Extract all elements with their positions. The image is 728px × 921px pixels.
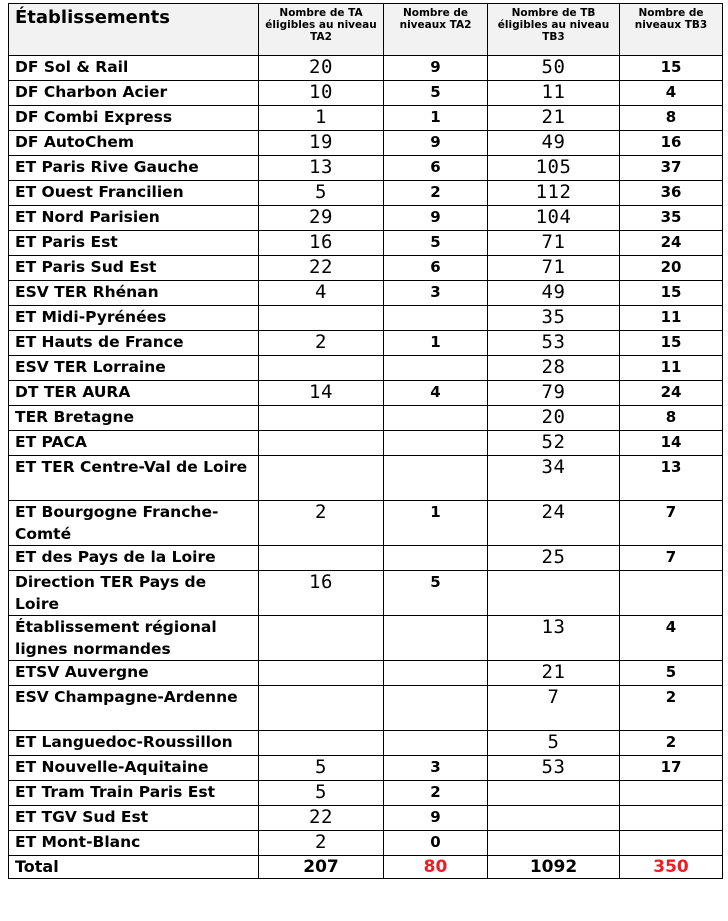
establishment-name: DF Combi Express: [9, 106, 259, 131]
tb-eligible-cell: 71: [488, 231, 620, 256]
tb-eligible-cell: 105: [488, 156, 620, 181]
table-row: [9, 331, 723, 356]
table-row: [9, 81, 723, 106]
tb-levels-cell: 37: [620, 156, 723, 181]
ta-levels-cell: [384, 546, 488, 571]
tb-levels-cell: 8: [620, 406, 723, 431]
tb-eligible-cell: 71: [488, 256, 620, 281]
establishment-name: ESV TER Rhénan: [9, 281, 259, 306]
ta-eligible-cell: 16: [259, 231, 384, 256]
table-row: [9, 661, 723, 686]
establishment-name: ET Bourgogne Franche-Comté: [9, 501, 259, 546]
header-tb-levels: Nombre de niveaux TB3: [620, 4, 723, 56]
total-ta-levels: 80: [384, 856, 488, 879]
ta-levels-cell: 9: [384, 806, 488, 831]
ta-levels-cell: 3: [384, 281, 488, 306]
establishment-name: ET Hauts de France: [9, 331, 259, 356]
tb-eligible-cell: 49: [488, 281, 620, 306]
tb-eligible-cell: 13: [488, 616, 620, 661]
establishment-name: ET Mont-Blanc: [9, 831, 259, 856]
ta-eligible-cell: [259, 616, 384, 661]
ta-levels-cell: 9: [384, 131, 488, 156]
ta-levels-cell: 5: [384, 231, 488, 256]
tb-eligible-cell: 11: [488, 81, 620, 106]
table-row: [9, 806, 723, 831]
table-row: [9, 356, 723, 381]
tb-eligible-cell: 5: [488, 731, 620, 756]
table-row: [9, 616, 723, 661]
tb-eligible-cell: 7: [488, 686, 620, 731]
tb-eligible-cell: 20: [488, 406, 620, 431]
establishment-name: Établissement régional lignes normandes: [9, 616, 259, 661]
table-row: [9, 406, 723, 431]
tb-levels-cell: 24: [620, 381, 723, 406]
ta-levels-cell: 6: [384, 156, 488, 181]
ta-levels-cell: 4: [384, 381, 488, 406]
ta-levels-cell: 5: [384, 571, 488, 616]
establishment-name: Direction TER Pays de Loire: [9, 571, 259, 616]
establishment-name: ET Ouest Francilien: [9, 181, 259, 206]
ta-eligible-cell: 29: [259, 206, 384, 231]
table-row: [9, 381, 723, 406]
total-row: [9, 856, 723, 879]
tb-eligible-cell: [488, 831, 620, 856]
tb-eligible-cell: 52: [488, 431, 620, 456]
tb-eligible-cell: 53: [488, 331, 620, 356]
table-row: [9, 431, 723, 456]
table-row: [9, 181, 723, 206]
tb-eligible-cell: 35: [488, 306, 620, 331]
table-row: [9, 131, 723, 156]
tb-levels-cell: 15: [620, 281, 723, 306]
table-row: [9, 106, 723, 131]
ta-levels-cell: 2: [384, 181, 488, 206]
table-row: [9, 456, 723, 501]
tb-levels-cell: 11: [620, 356, 723, 381]
establishment-name: ET Paris Est: [9, 231, 259, 256]
total-ta: 207: [259, 856, 384, 879]
establishment-name: ET Paris Sud Est: [9, 256, 259, 281]
ta-eligible-cell: 2: [259, 331, 384, 356]
tb-eligible-cell: 50: [488, 56, 620, 81]
ta-eligible-cell: [259, 431, 384, 456]
ta-levels-cell: [384, 431, 488, 456]
establishment-name: ET TGV Sud Est: [9, 806, 259, 831]
table-row: [9, 281, 723, 306]
tb-levels-cell: 5: [620, 661, 723, 686]
ta-levels-cell: 0: [384, 831, 488, 856]
tb-eligible-cell: [488, 781, 620, 806]
tb-levels-cell: 15: [620, 56, 723, 81]
tb-eligible-cell: 21: [488, 106, 620, 131]
total-tb: 1092: [488, 856, 620, 879]
tb-eligible-cell: 53: [488, 756, 620, 781]
establishment-name: DF Charbon Acier: [9, 81, 259, 106]
ta-levels-cell: [384, 686, 488, 731]
tb-eligible-cell: 112: [488, 181, 620, 206]
ta-eligible-cell: 1: [259, 106, 384, 131]
ta-eligible-cell: 4: [259, 281, 384, 306]
table-row: [9, 571, 723, 616]
table-row: [9, 156, 723, 181]
establishment-name: DF AutoChem: [9, 131, 259, 156]
ta-eligible-cell: 10: [259, 81, 384, 106]
header-tb-eligible: Nombre de TB éligibles au niveau TB3: [488, 4, 620, 56]
ta-levels-cell: 6: [384, 256, 488, 281]
header-ta-levels: Nombre de niveaux TA2: [384, 4, 488, 56]
header-ta-eligible: Nombre de TA éligibles au niveau TA2: [259, 4, 384, 56]
ta-eligible-cell: 14: [259, 381, 384, 406]
ta-eligible-cell: [259, 456, 384, 501]
tb-levels-cell: 7: [620, 501, 723, 546]
ta-eligible-cell: [259, 406, 384, 431]
ta-levels-cell: [384, 356, 488, 381]
tb-levels-cell: [620, 571, 723, 616]
establishment-name: ESV Champagne-Ardenne: [9, 686, 259, 731]
establishments-table: [8, 3, 723, 879]
tb-levels-cell: 16: [620, 131, 723, 156]
establishment-name: ET Tram Train Paris Est: [9, 781, 259, 806]
tb-eligible-cell: [488, 806, 620, 831]
tb-levels-cell: 2: [620, 686, 723, 731]
establishment-name: DF Sol & Rail: [9, 56, 259, 81]
ta-eligible-cell: [259, 686, 384, 731]
establishment-name: ET Paris Rive Gauche: [9, 156, 259, 181]
ta-levels-cell: 9: [384, 56, 488, 81]
tb-eligible-cell: 34: [488, 456, 620, 501]
ta-eligible-cell: 22: [259, 806, 384, 831]
establishment-name: ET TER Centre-Val de Loire: [9, 456, 259, 501]
ta-eligible-cell: 5: [259, 781, 384, 806]
ta-levels-cell: 9: [384, 206, 488, 231]
ta-levels-cell: 2: [384, 781, 488, 806]
tb-levels-cell: [620, 781, 723, 806]
ta-eligible-cell: 2: [259, 831, 384, 856]
tb-levels-cell: 36: [620, 181, 723, 206]
table-row: [9, 231, 723, 256]
establishment-name: ET Midi-Pyrénées: [9, 306, 259, 331]
ta-levels-cell: [384, 731, 488, 756]
tb-eligible-cell: 104: [488, 206, 620, 231]
ta-levels-cell: [384, 616, 488, 661]
table-row: [9, 686, 723, 731]
tb-eligible-cell: 79: [488, 381, 620, 406]
establishment-name: ET Languedoc-Roussillon: [9, 731, 259, 756]
ta-eligible-cell: [259, 356, 384, 381]
tb-eligible-cell: 21: [488, 661, 620, 686]
table-row: [9, 831, 723, 856]
table-row: [9, 306, 723, 331]
tb-levels-cell: 24: [620, 231, 723, 256]
establishment-name: ET Nouvelle-Aquitaine: [9, 756, 259, 781]
ta-levels-cell: [384, 456, 488, 501]
tb-levels-cell: 11: [620, 306, 723, 331]
tb-levels-cell: 20: [620, 256, 723, 281]
table-row: [9, 256, 723, 281]
ta-eligible-cell: 22: [259, 256, 384, 281]
tb-eligible-cell: 28: [488, 356, 620, 381]
establishment-name: DT TER AURA: [9, 381, 259, 406]
ta-levels-cell: [384, 406, 488, 431]
ta-eligible-cell: 19: [259, 131, 384, 156]
tb-levels-cell: 13: [620, 456, 723, 501]
ta-eligible-cell: 16: [259, 571, 384, 616]
tb-eligible-cell: 25: [488, 546, 620, 571]
ta-eligible-cell: 20: [259, 56, 384, 81]
ta-eligible-cell: [259, 306, 384, 331]
ta-eligible-cell: [259, 661, 384, 686]
tb-levels-cell: 15: [620, 331, 723, 356]
establishment-name: ET des Pays de la Loire: [9, 546, 259, 571]
ta-levels-cell: [384, 306, 488, 331]
tb-levels-cell: 17: [620, 756, 723, 781]
ta-eligible-cell: 2: [259, 501, 384, 546]
total-label: Total: [9, 856, 259, 879]
total-tb-levels: 350: [620, 856, 723, 879]
ta-eligible-cell: 5: [259, 181, 384, 206]
ta-levels-cell: 5: [384, 81, 488, 106]
header-establishments: Établissements: [9, 4, 259, 56]
table-row: [9, 56, 723, 81]
ta-levels-cell: 1: [384, 331, 488, 356]
tb-levels-cell: 35: [620, 206, 723, 231]
tb-eligible-cell: [488, 571, 620, 616]
ta-levels-cell: 3: [384, 756, 488, 781]
table-row: [9, 781, 723, 806]
ta-eligible-cell: [259, 546, 384, 571]
table-row: [9, 501, 723, 546]
establishment-name: ESV TER Lorraine: [9, 356, 259, 381]
establishment-name: ET PACA: [9, 431, 259, 456]
table-row: [9, 206, 723, 231]
ta-levels-cell: [384, 661, 488, 686]
ta-eligible-cell: [259, 731, 384, 756]
ta-eligible-cell: 13: [259, 156, 384, 181]
tb-levels-cell: 4: [620, 616, 723, 661]
header-row: [9, 4, 723, 56]
table-row: [9, 731, 723, 756]
establishment-name: ET Nord Parisien: [9, 206, 259, 231]
tb-eligible-cell: 24: [488, 501, 620, 546]
table-body: [9, 56, 723, 856]
tb-levels-cell: 4: [620, 81, 723, 106]
ta-levels-cell: 1: [384, 106, 488, 131]
tb-levels-cell: 2: [620, 731, 723, 756]
tb-levels-cell: [620, 806, 723, 831]
tb-levels-cell: 14: [620, 431, 723, 456]
ta-levels-cell: 1: [384, 501, 488, 546]
tb-levels-cell: [620, 831, 723, 856]
tb-levels-cell: 7: [620, 546, 723, 571]
ta-eligible-cell: 5: [259, 756, 384, 781]
tb-eligible-cell: 49: [488, 131, 620, 156]
tb-levels-cell: 8: [620, 106, 723, 131]
table-row: [9, 756, 723, 781]
establishment-name: ETSV Auvergne: [9, 661, 259, 686]
table-row: [9, 546, 723, 571]
establishment-name: TER Bretagne: [9, 406, 259, 431]
